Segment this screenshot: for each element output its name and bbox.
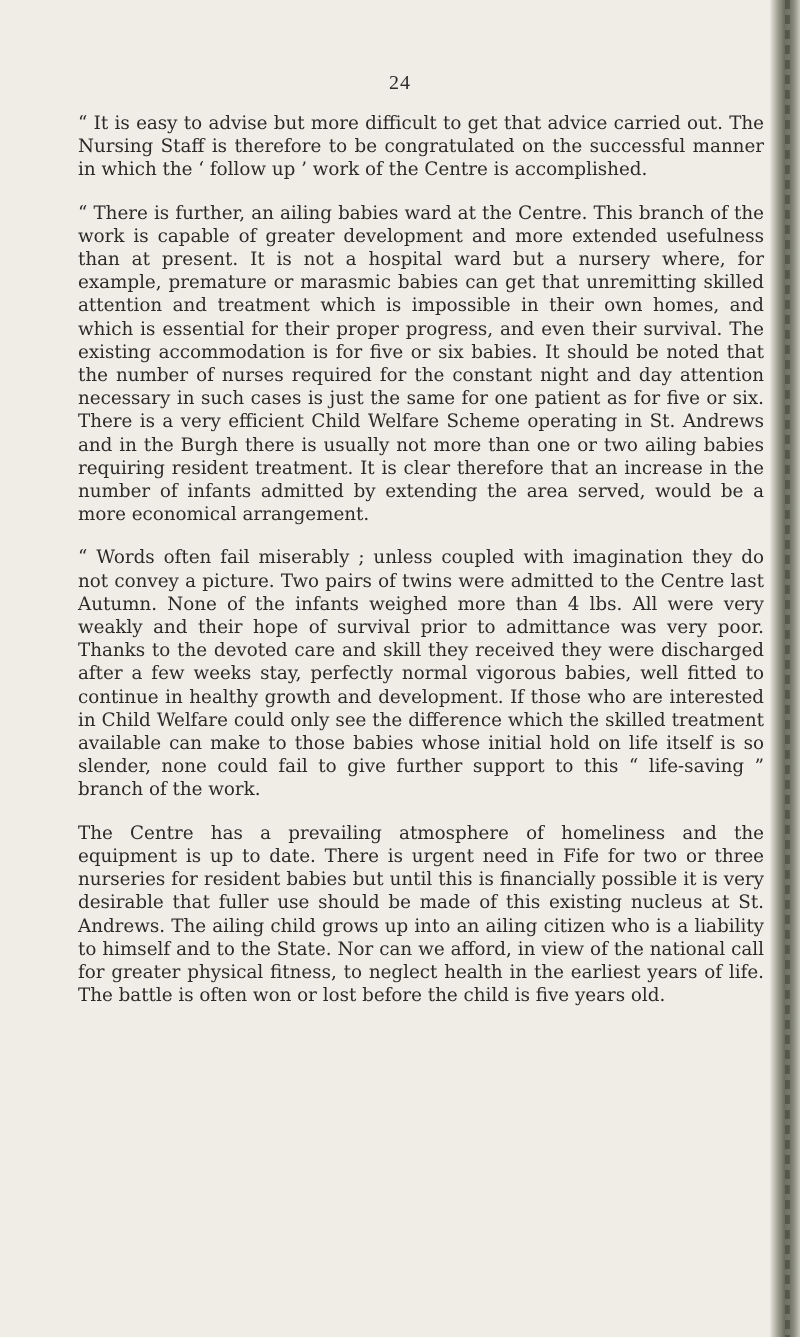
binding-edge	[785, 0, 790, 1337]
paragraph-twins: “ Words often fail miserably ; unless coupled with imagination they do not convey a picture. Two pairs of twins were admitted to the Centre last Autumn. None of the infants weighed more than 4 lbs. All were very weakly and their hope of survival prior to admittance was very poor. Thanks to the devoted care and skill they received they were discharged after a few weeks stay, perfectly normal vigorous babies, well fitted to continue in healthy growth and development. If those who are interested in Child Welfare could only see the difference which the skilled treatment available can make to those babies whose initial hold on life itself is so slender, none could fail to give further support to this “ life-saving ” branch of the work.	[78, 547, 764, 801]
body-text	[78, 112, 764, 1007]
paragraph-follow-up: “ It is easy to advise but more difficult to get that advice carried out. The Nursing Staff is therefore to be congratulated on the successful manner in which the ‘ follow up ’ work of the Centre is accomplished.	[78, 113, 764, 181]
paragraph-ailing-babies-ward: “ There is further, an ailing babies ward at the Centre. This branch of the work is capable of greater development and more extended usefulness than at present. It is not a hospital ward but a nursery where, for example, premature or marasmic babies can get that unremitting skilled attention and treatment which is impossible in their own homes, and which is essential for their proper progress, and even their survival. The existing accommodation is for five or six babies. It should be noted that the number of nurses required for the constant night and day attention necessary in such cases is just the same for one patient as for five or six. There is a very efficient Child Welfare Scheme operating in St. Andrews and in the Burgh there is usually not more than one or two ailing babies requiring resident treatment. It is clear therefore that an increase in the number of infants admitted by extending the area served, would be a more economical arrangement.	[78, 202, 764, 526]
page-number: 24	[389, 72, 411, 94]
page-edge-shadow	[770, 0, 800, 1337]
paragraph-centre-atmosphere: The Centre has a prevailing atmosphere of homeliness and the equipment is up to date. There is urgent need in Fife for two or three nurseries for resident babies but until this is financially possible it is very desirable that fuller use should be made of this existing nucleus at St. Andrews. The ailing child grows up into an ailing citizen who is a liability to himself and to the State. Nor can we afford, in view of the national call for greater physical fitness, to neglect health in the earliest years of life. The battle is often won or lost before the child is five years old.	[78, 822, 764, 1007]
